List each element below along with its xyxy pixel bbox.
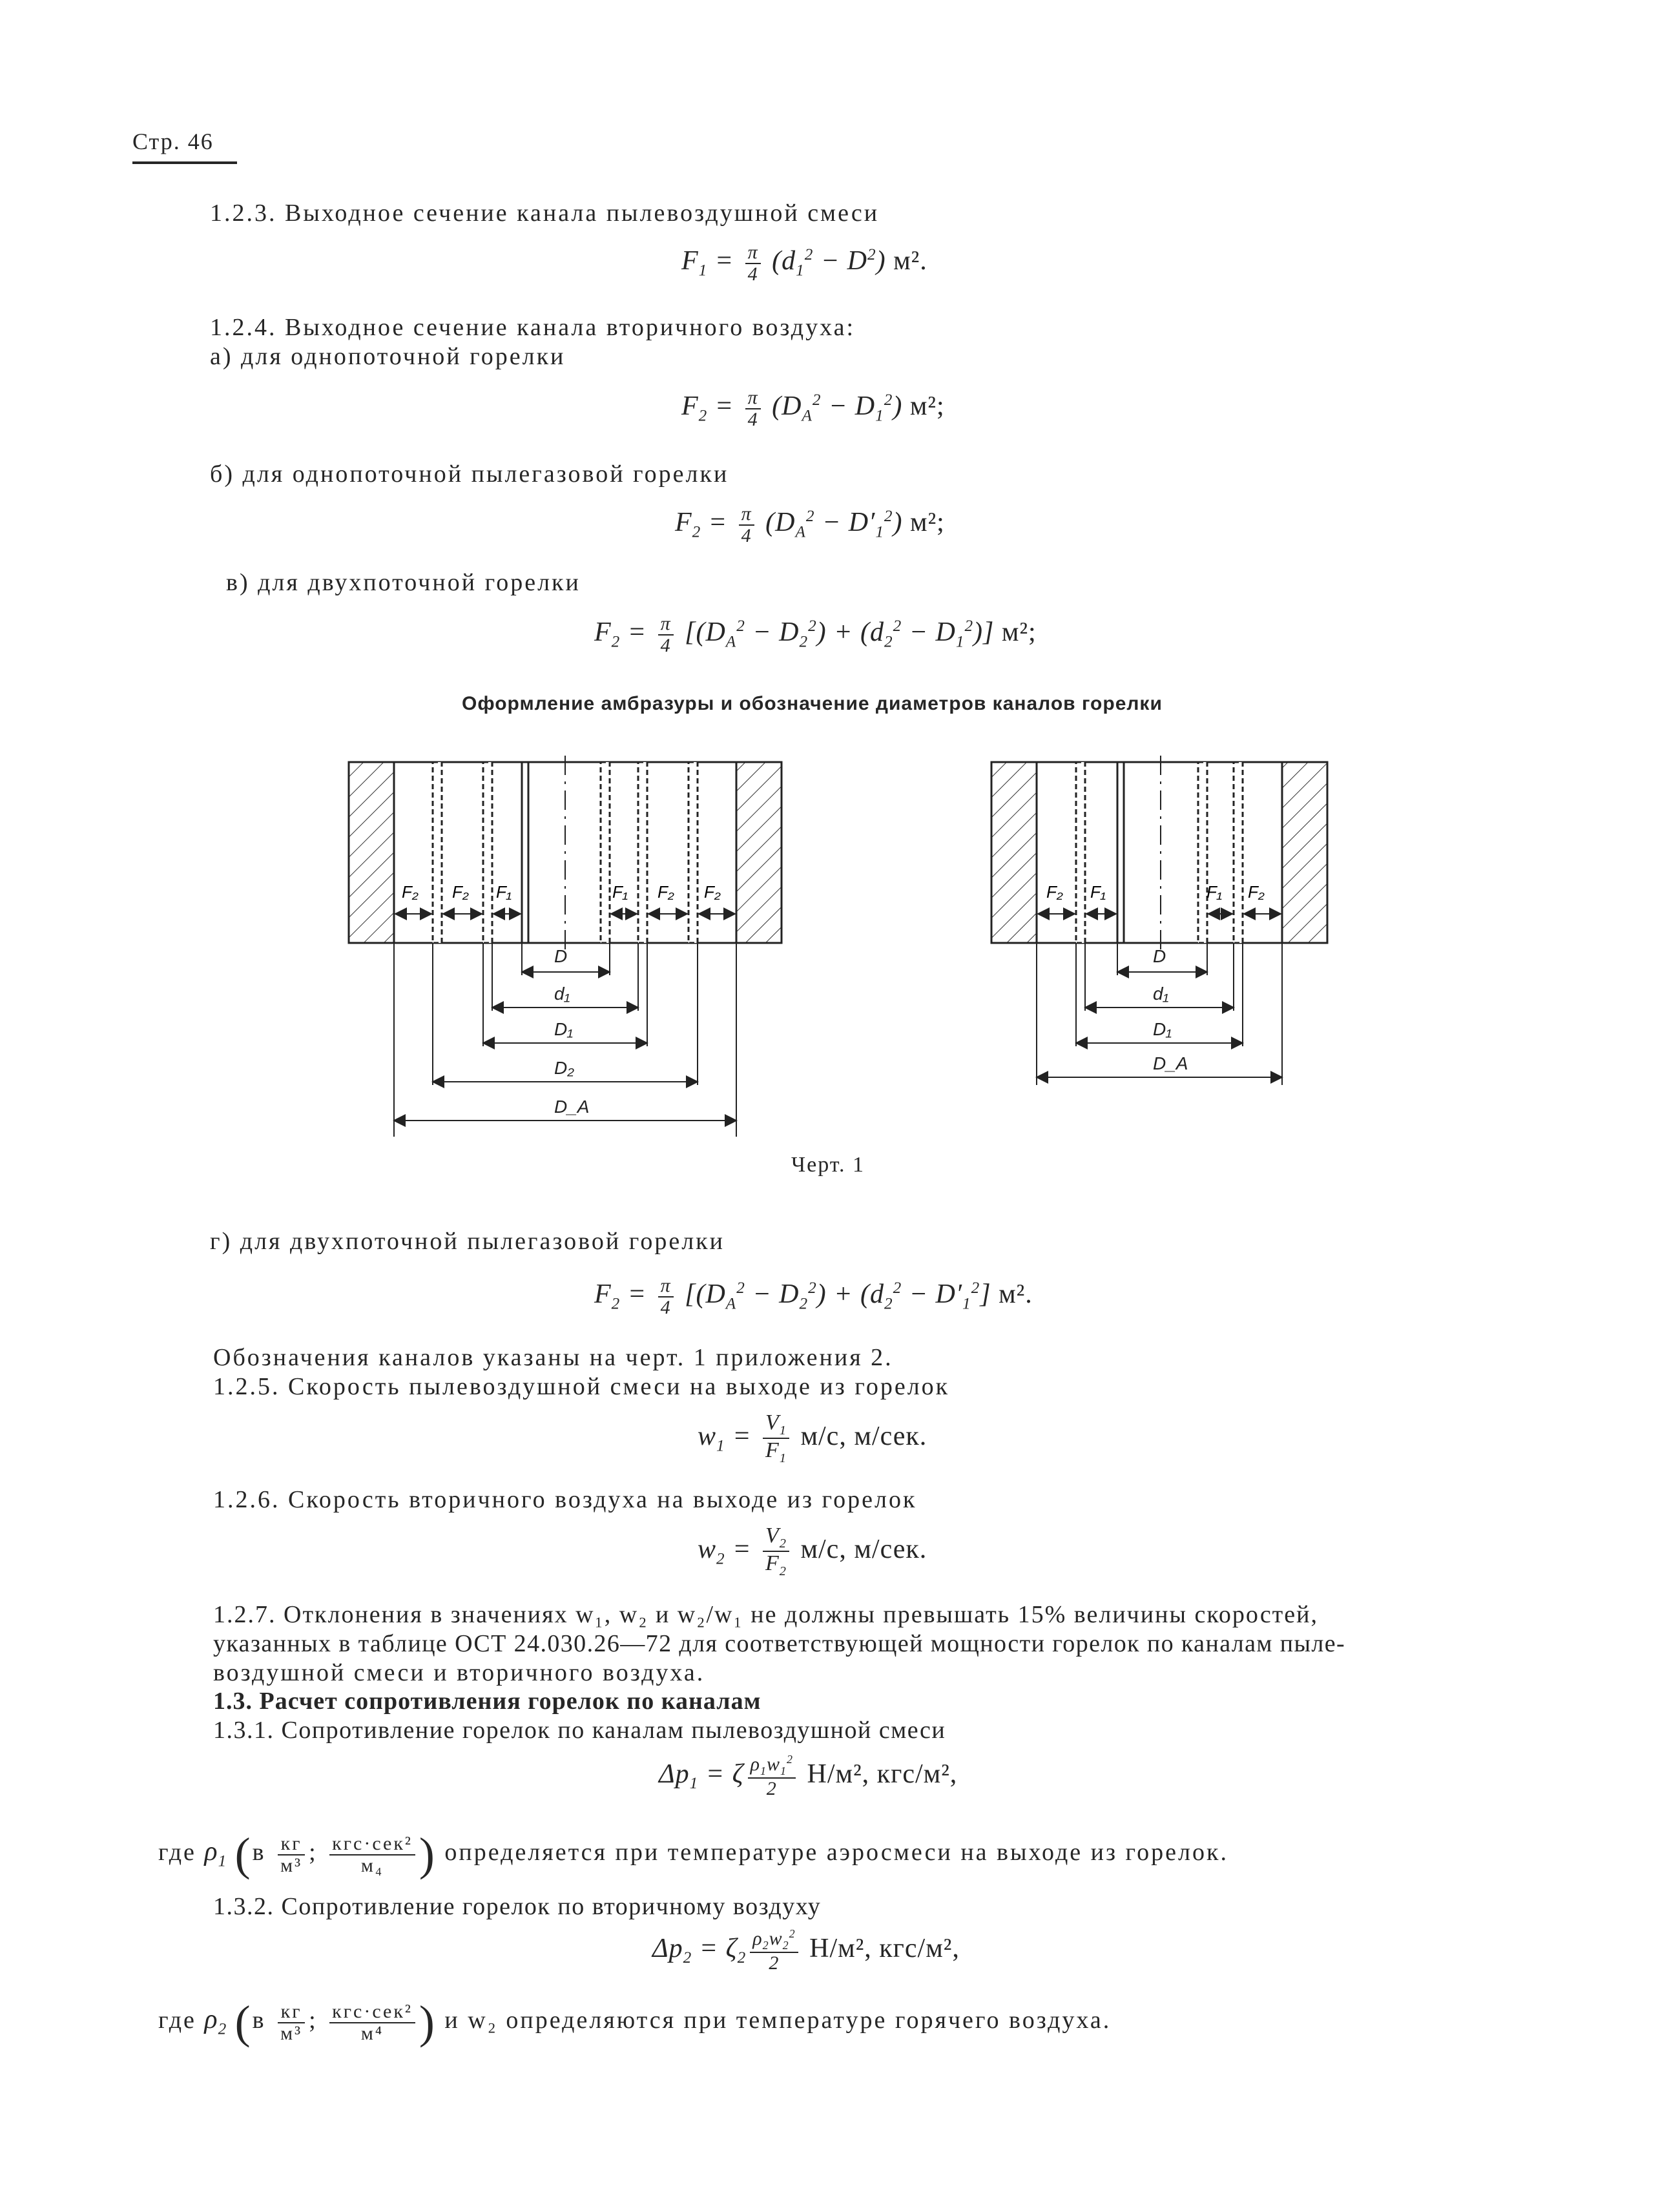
- channel-labels: [1038, 882, 1281, 914]
- section-1-3-1: 1.3.1. Сопротивление горелок по каналам пылевоздушной смеси: [213, 1717, 946, 1744]
- single-flow-burner-drawing: [991, 756, 1327, 1085]
- svg-text:F₂: F₂: [704, 882, 721, 902]
- wall-d1-left: [483, 762, 492, 943]
- item-a: а) для однопоточной горелки: [210, 343, 566, 370]
- formula-f2-b: $F_2$ = $\frac{\pi}{4}$ $(D_A^2 - D'_1^2)$ м²;: [675, 503, 945, 546]
- svg-text:F₂: F₂: [1046, 882, 1063, 902]
- section-1-2-4: 1.2.4. Выходное сечение канала вторичного воздуха:: [210, 314, 856, 341]
- where-2: где $\rho_2$ (в $\frac{кг}{\text{м³}}$ ; $\frac{\text{кгс·сек²}}{\text{м⁴}}$ ) и w₂ определяются при температуре горячего воздуха.: [158, 1996, 1112, 2048]
- svg-text:F₂: F₂: [1248, 882, 1265, 902]
- section-1-2-6: 1.2.6. Скорость вторичного воздуха на выходе из горелок: [213, 1486, 917, 1513]
- svg-text:F₁: F₁: [612, 882, 628, 902]
- wall-d1-left: [1076, 762, 1085, 943]
- svg-text:d₁: d₁: [1153, 984, 1169, 1004]
- item-b: б) для однопоточной пылегазовой горелки: [210, 460, 729, 488]
- formula-f2-g: $F_2$ = $\frac{\pi}{4}$ [$(D_A^2 - D_2^2) + (d_2^2 - D'_1^2]$ м².: [594, 1275, 1033, 1318]
- formula-dp2: $\Delta p_2 = \zeta_2$ $\frac{\rho_2w_2^2}{2}$ Н/м², кгс/м²,: [652, 1927, 960, 1974]
- section-1-2-7-line1: 1.2.7. Отклонения в значениях w₁, w₂ и w₂/w₁ не должны превышать 15% величины скоростей,: [213, 1601, 1318, 1628]
- svg-text:F₁: F₁: [1207, 882, 1223, 902]
- svg-text:F₂: F₂: [452, 882, 469, 902]
- wall-d1-right: [638, 762, 647, 943]
- wall-d-left: [522, 762, 528, 943]
- section-1-2-7-line2: указанных в таблице ОСТ 24.030.26—72 для соответствующей мощности горелок по каналам пыле-: [213, 1630, 1346, 1657]
- formula-w2: $w_2$ = $\frac{V_2}{F_2}$ м/с, м/сек.: [698, 1524, 927, 1579]
- where-1: где $\rho_1$ (в $\frac{кг}{\text{м³}}$ ; $\frac{\text{кгс·сек²}}{\text{м₄}}$ ) определяется при температуре аэросмеси на выходе из горелок.: [158, 1828, 1228, 1880]
- svg-text:D_A: D_A: [1153, 1053, 1188, 1073]
- svg-text:F₁: F₁: [496, 882, 512, 902]
- formula-w1: $w_1$ = $\frac{V_1}{F_1}$ м/с, м/сек.: [698, 1411, 927, 1466]
- formula-f1: $F_1$ = $\frac{\pi}{4}$ $(d_1^2 - D^2)$ м².: [681, 242, 927, 285]
- section-1-2-3: 1.2.3. Выходное сечение канала пылевоздушной смеси: [210, 200, 880, 227]
- section-1-3-heading: 1.3. Расчет сопротивления горелок по каналам: [213, 1688, 761, 1715]
- diagram-title: Оформление амбразуры и обозначение диаметров каналов горелки: [462, 693, 1163, 714]
- formula-f2-a: $F_2$ = $\frac{\pi}{4}$ $(D_A^2 - D_1^2)$ м²;: [681, 387, 945, 430]
- designations-note: Обозначения каналов указаны на черт. 1 приложения 2.: [213, 1344, 893, 1371]
- right-wall: [1282, 762, 1327, 943]
- two-flow-burner-drawing: [349, 756, 782, 1137]
- svg-text:F₂: F₂: [402, 882, 419, 902]
- formula-dp1: $\Delta p_1 = \zeta$ $\frac{\rho_1w_1^2}{2}$ Н/м², кгс/м²,: [659, 1753, 958, 1799]
- svg-text:D: D: [554, 946, 568, 966]
- left-wall: [349, 762, 394, 943]
- svg-text:D₁: D₁: [554, 1019, 574, 1039]
- dimension-lines: [394, 943, 736, 1137]
- wall-d-right: [1198, 762, 1207, 943]
- dimension-lines: [1037, 943, 1282, 1085]
- svg-text:F₂: F₂: [658, 882, 674, 902]
- section-1-3-2: 1.3.2. Сопротивление горелок по вторичному воздуху: [213, 1893, 822, 1920]
- svg-text:F₁: F₁: [1090, 882, 1106, 902]
- section-1-2-7-line3: воздушной смеси и вторичного воздуха.: [213, 1659, 705, 1686]
- left-wall: [991, 762, 1037, 943]
- wall-d2-right: [689, 762, 698, 943]
- svg-text:D₂: D₂: [554, 1058, 574, 1078]
- item-g: г) для двухпоточной пылегазовой горелки: [210, 1228, 725, 1255]
- svg-text:d₁: d₁: [554, 984, 570, 1004]
- wall-d-left: [1117, 762, 1124, 943]
- wall-d2-left: [433, 762, 442, 943]
- page-number: Стр. 46: [132, 129, 214, 154]
- item-v: в) для двухпоточной горелки: [226, 569, 581, 596]
- right-wall: [736, 762, 782, 943]
- wall-d1-right: [1234, 762, 1243, 943]
- figure-caption: Черт. 1: [791, 1153, 865, 1177]
- formula-f2-v: $F_2$ = $\frac{\pi}{4}$ $[(D_A^2 - D_2^2) + (d_2^2 - D_1^2)]$ м²;: [594, 613, 1037, 656]
- section-1-2-5: 1.2.5. Скорость пылевоздушной смеси на выходе из горелок: [213, 1373, 950, 1400]
- svg-text:D_A: D_A: [554, 1097, 590, 1117]
- wall-d-right: [601, 762, 610, 943]
- svg-text:D: D: [1153, 946, 1166, 966]
- svg-text:D₁: D₁: [1153, 1019, 1172, 1039]
